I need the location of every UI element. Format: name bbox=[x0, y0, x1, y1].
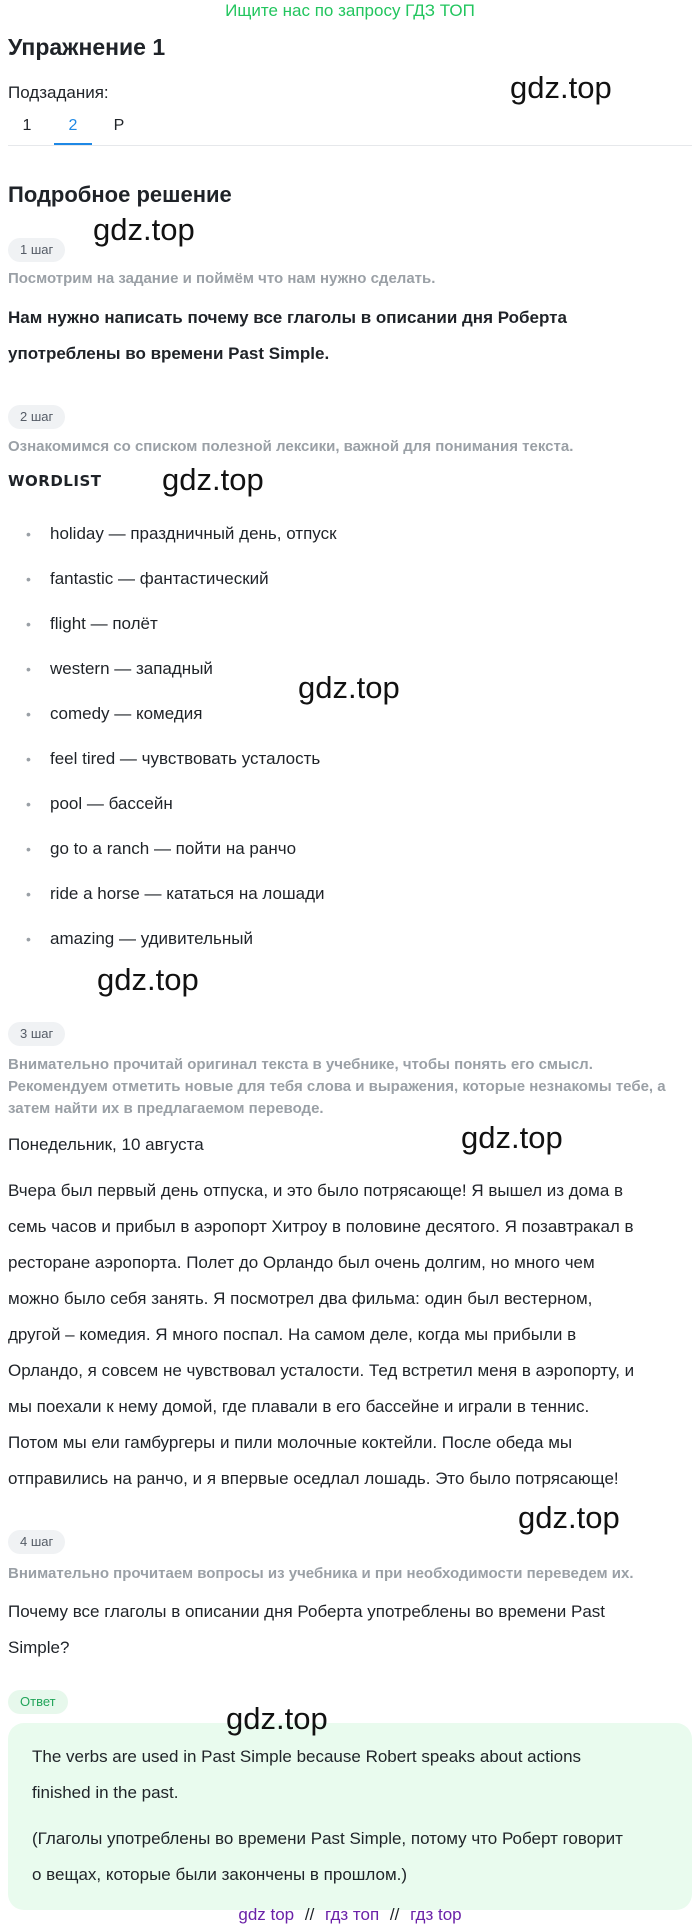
step-3-badge: 3 шаг bbox=[8, 1022, 65, 1046]
wordlist-item: • comedy — комедия bbox=[26, 701, 626, 746]
watermark-logo: gdz.top bbox=[298, 670, 400, 705]
translation-line: ресторане аэропорта. Полет до Орландо был очень долгим, но много чем bbox=[8, 1253, 595, 1272]
tab-subtask-2[interactable]: 2 bbox=[54, 110, 92, 145]
search-banner: Ищите нас по запросу ГДЗ ТОП bbox=[225, 1, 475, 20]
exercise-title: Упражнение 1 bbox=[8, 34, 166, 60]
translation-line: Потом мы ели гамбургеры и пили молочные коктейли. После обеда мы bbox=[8, 1433, 573, 1452]
watermark-logo: gdz.top bbox=[461, 1120, 563, 1155]
subtask-tabs bbox=[8, 110, 692, 146]
subtasks-label: Подзадания: bbox=[8, 83, 109, 102]
wordlist-item: • flight — полёт bbox=[26, 611, 626, 656]
tab-subtask-p[interactable]: P bbox=[113, 117, 125, 134]
wordlist-item: • fantastic — фантастический bbox=[26, 566, 626, 611]
watermark-logo: gdz.top bbox=[93, 212, 195, 247]
wordlist-heading: WORDLIST bbox=[8, 472, 102, 490]
translation-line: Вчера был первый день отпуска, и это было потрясающе! Я вышел из дома в bbox=[8, 1181, 624, 1200]
answer-english-line-1: The verbs are used in Past Simple because Robert speaks about actions bbox=[32, 1747, 582, 1766]
step-2-hint: Ознакомимся со списком полезной лексики, важной для понимания текста. bbox=[8, 438, 574, 455]
wordlist-item: • amazing — удивительный bbox=[26, 926, 626, 971]
footer-link-gdz-top-mixed[interactable]: гдз top bbox=[410, 1905, 462, 1924]
answer-russian bbox=[32, 1821, 668, 1893]
footer-separator: // bbox=[389, 1905, 400, 1924]
translation-line: можно было себя занять. Я посмотрел два фильма: один был вестерном, bbox=[8, 1289, 593, 1308]
watermark-logo: gdz.top bbox=[518, 1500, 620, 1535]
answer-english bbox=[32, 1739, 668, 1811]
solution-title: Подробное решение bbox=[8, 182, 232, 207]
watermark-logo: gdz.top bbox=[226, 1701, 328, 1736]
wordlist-item: • ride a horse — кататься на лошади bbox=[26, 881, 626, 926]
translation-line: отправились на ранчо, и я впервые оседлал лошадь. Это было потрясающе! bbox=[8, 1469, 619, 1488]
step-4-hint: Внимательно прочитаем вопросы из учебника и при необходимости переведем их. bbox=[8, 1565, 634, 1582]
footer-separator: // bbox=[304, 1905, 315, 1924]
footer-link-gdz-top-cyrillic[interactable]: гдз топ bbox=[325, 1905, 380, 1924]
step-3-hint-line-3: затем найти их в предлагаемом переводе. bbox=[8, 1100, 324, 1117]
answer-russian-line-1: (Глаголы употреблены во времени Past Simple, потому что Роберт говорит bbox=[32, 1829, 623, 1848]
footer-link-gdz-top[interactable]: gdz top bbox=[238, 1905, 295, 1924]
step-1-task-line-2: употреблены во времени Past Simple. bbox=[8, 344, 330, 363]
watermark-logo: gdz.top bbox=[510, 70, 612, 105]
watermark-logo: gdz.top bbox=[162, 462, 264, 497]
step-1-task-line-1: Нам нужно написать почему все глаголы в описании дня Роберта bbox=[8, 308, 567, 327]
wordlist bbox=[26, 521, 626, 971]
tab-subtask-1[interactable]: 1 bbox=[22, 117, 32, 134]
translation-line: семь часов и прибыл в аэропорт Хитроу в половине десятого. Я позавтракал в bbox=[8, 1217, 634, 1236]
watermark-logo: gdz.top bbox=[97, 962, 199, 997]
translation-line: мы поехали к нему домой, где плавали в его бассейне и играли в теннис. bbox=[8, 1397, 590, 1416]
step-1-hint: Посмотрим на задание и поймём что нам нужно сделать. bbox=[8, 270, 436, 287]
wordlist-item: • feel tired — чувствовать усталость bbox=[26, 746, 626, 791]
question-line-2: Simple? bbox=[8, 1638, 70, 1657]
step-2-badge: 2 шаг bbox=[8, 405, 65, 429]
question-line-1: Почему все глаголы в описании дня Роберта употреблены во времени Past bbox=[8, 1602, 606, 1621]
answer-english-line-2: finished in the past. bbox=[32, 1783, 179, 1802]
translation-line: Орландо, я совсем не чувствовал усталости. Тед встретил меня в аэропорту, и bbox=[8, 1361, 635, 1380]
answer-russian-line-2: о вещах, которые были закончены в прошлом.) bbox=[32, 1865, 408, 1884]
footer-links bbox=[0, 1905, 700, 1925]
diary-date: Понедельник, 10 августа bbox=[8, 1135, 204, 1154]
step-3-hint-line-1: Внимательно прочитай оригинал текста в учебнике, чтобы понять его смысл. bbox=[8, 1056, 593, 1073]
wordlist-item: • pool — бассейн bbox=[26, 791, 626, 836]
wordlist-item: • holiday — праздничный день, отпуск bbox=[26, 521, 626, 566]
step-3-hint-line-2: Рекомендуем отметить новые для тебя слова и выражения, которые незнакомы тебе, а bbox=[8, 1078, 666, 1095]
answer-box bbox=[8, 1723, 692, 1910]
step-1-badge: 1 шаг bbox=[8, 238, 65, 262]
wordlist-item: • western — западный bbox=[26, 656, 626, 701]
translation-line: другой – комедия. Я много поспал. На самом деле, когда мы прибыли в bbox=[8, 1325, 577, 1344]
wordlist-item: • go to a ranch — пойти на ранчо bbox=[26, 836, 626, 881]
answer-badge: Ответ bbox=[8, 1690, 68, 1714]
step-4-badge: 4 шаг bbox=[8, 1530, 65, 1554]
